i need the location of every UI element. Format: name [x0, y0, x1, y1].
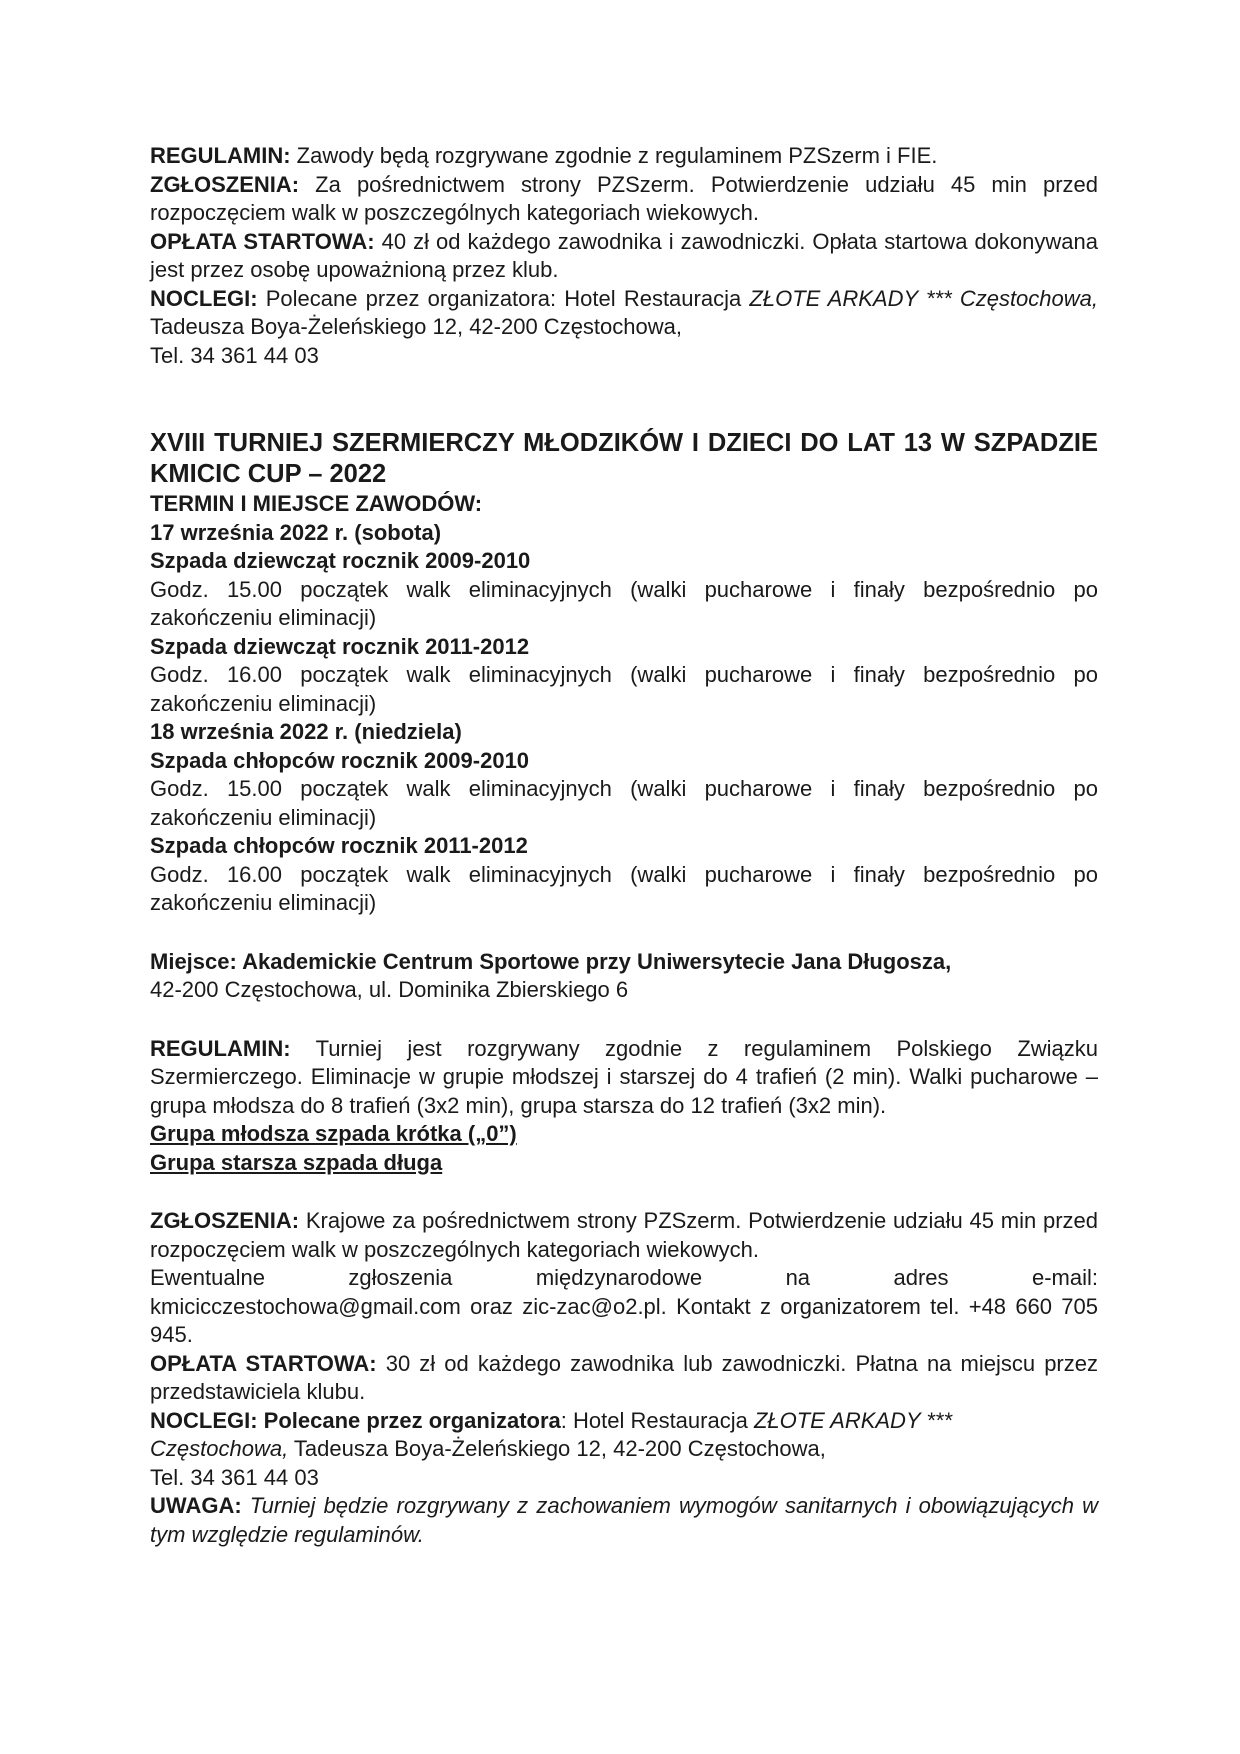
- noclegi-text: Polecane przez organizatora: Hotel Restauracja: [257, 285, 750, 311]
- noclegi-hotel: ZŁOTE ARKADY *** Częstochowa,: [749, 285, 1098, 311]
- lodging-label: NOCLEGI: Polecane przez organizatora: [150, 1407, 561, 1433]
- intl-word: międzynarodowe: [535, 1265, 703, 1290]
- rules-text: Turniej jest rozgrywany zgodnie z regulaminem Polskiego Związku Szermierczego. Eliminacje w grupie młodszej i starszej do 4 trafień (2 min). Walki pucharowe – grupa młodsza do 8 trafień (3x2 min), grupa starsza do 12 trafień (3x2 min).: [150, 1035, 1098, 1118]
- lodging-address: Tadeusza Boya-Żeleńskiego 12, 42-200 Częstochowa,: [288, 1436, 826, 1461]
- intl-word: Ewentualne: [150, 1265, 265, 1290]
- lodging-address-line: [150, 1435, 1098, 1464]
- regulamin-label: REGULAMIN:: [150, 143, 291, 168]
- document-page: [150, 142, 1098, 1549]
- notice-paragraph: [150, 1492, 1098, 1549]
- oplata-text: 40 zł od każdego zawodnika i zawodniczki. Opłata startowa dokonywana jest przez osobę upoważnioną przez klub.: [150, 228, 1098, 282]
- section-spacer: [150, 370, 1098, 428]
- category-2: Szpada dziewcząt rocznik 2011-2012: [150, 633, 530, 659]
- termin-label: TERMIN I MIEJSCE ZAWODÓW:: [150, 491, 483, 516]
- intl-word: adres: [893, 1265, 949, 1290]
- oplata-paragraph: [150, 228, 1098, 285]
- fee-text: 30 zł od każdego zawodnika lub zawodniczki. Płatna na miejscu przez przedstawiciela klubu.: [150, 1350, 1098, 1404]
- zgloszenia-label: ZGŁOSZENIA:: [150, 171, 300, 197]
- regulamin-paragraph: [150, 142, 1098, 171]
- fee-paragraph: [150, 1350, 1098, 1407]
- international-line: [150, 1264, 1098, 1293]
- day2-date: 18 września 2022 r. (niedziela): [150, 719, 462, 744]
- venue-address: 42-200 Częstochowa, ul. Dominika Zbierskiego 6: [150, 977, 629, 1002]
- international-contact: kmicicczestochowa@gmail.com oraz zic-zac@o2.pl. Kontakt z organizatorem tel. +48 660 705 945.: [150, 1293, 1098, 1347]
- category-2-time: Godz. 16.00 początek walk eliminacyjnych (walki pucharowe i finały bezpośrednio po zakończeniu eliminacji): [150, 662, 1098, 716]
- regulamin-text: Zawody będą rozgrywane zgodnie z regulaminem PZSzerm i FIE.: [290, 143, 938, 168]
- notice-text: Turniej będzie rozgrywany z zachowaniem wymogów sanitarnych i obowiązujących w tym względzie regulaminów.: [150, 1493, 1098, 1547]
- oplata-label: OPŁATA STARTOWA:: [150, 228, 375, 254]
- group-older: Grupa starsza szpada długa: [150, 1149, 443, 1175]
- lodging-hotel: ZŁOTE ARKADY ***: [753, 1407, 953, 1433]
- noclegi-tel: Tel. 34 361 44 03: [150, 342, 319, 368]
- category-1-time: Godz. 15.00 początek walk eliminacyjnych (walki pucharowe i finały bezpośrednio po zakończeniu eliminacji): [150, 576, 1098, 630]
- noclegi-label: NOCLEGI:: [150, 285, 258, 311]
- noclegi-address: Tadeusza Boya-Żeleńskiego 12, 42-200 Częstochowa,: [150, 314, 682, 339]
- registration-text: Krajowe za pośrednictwem strony PZSzerm. Potwierdzenie udziału 45 min przed rozpoczęciem walk w poszczególnych kategoriach wiekowych.: [150, 1208, 1098, 1262]
- category-4: Szpada chłopców rocznik 2011-2012: [150, 833, 528, 858]
- spacer: [150, 1005, 1098, 1035]
- category-1: Szpada dziewcząt rocznik 2009-2010: [150, 548, 531, 573]
- zgloszenia-paragraph: [150, 171, 1098, 228]
- intl-word: e-mail:: [1031, 1265, 1098, 1290]
- lodging-line: [150, 1407, 1098, 1436]
- spacer: [150, 1177, 1098, 1207]
- intl-word: zgłoszenia: [348, 1265, 453, 1290]
- spacer: [150, 918, 1098, 948]
- intl-word: na: [785, 1265, 811, 1290]
- rules-paragraph: [150, 1035, 1098, 1121]
- registration-paragraph: [150, 1207, 1098, 1264]
- category-3-time: Godz. 15.00 początek walk eliminacyjnych (walki pucharowe i finały bezpośrednio po zakończeniu eliminacji): [150, 776, 1098, 830]
- fee-label: OPŁATA STARTOWA:: [150, 1350, 377, 1376]
- lodging-city: Częstochowa,: [150, 1436, 289, 1461]
- notice-label: UWAGA:: [150, 1493, 242, 1518]
- category-3: Szpada chłopców rocznik 2009-2010: [150, 747, 530, 773]
- tournament-title: XVIII TURNIEJ SZERMIERCZY MŁODZIKÓW I DZIECI DO LAT 13 W SZPADZIE KMICIC CUP – 2022: [150, 429, 1098, 488]
- day1-date: 17 września 2022 r. (sobota): [150, 519, 442, 545]
- lodging-tel: Tel. 34 361 44 03: [150, 1464, 319, 1490]
- registration-label: ZGŁOSZENIA:: [150, 1208, 300, 1233]
- zgloszenia-text: Za pośrednictwem strony PZSzerm. Potwierdzenie udziału 45 min przed rozpoczęciem walk w poszczególnych kategoriach wiekowych.: [150, 171, 1098, 225]
- lodging-text: : Hotel Restauracja: [560, 1407, 754, 1433]
- group-younger: Grupa młodsza szpada krótka („0”): [150, 1121, 517, 1146]
- rules-label: REGULAMIN:: [150, 1035, 291, 1061]
- category-4-time: Godz. 16.00 początek walk eliminacyjnych (walki pucharowe i finały bezpośrednio po zakończeniu eliminacji): [150, 861, 1098, 915]
- venue: Miejsce: Akademickie Centrum Sportowe przy Uniwersytecie Jana Długosza,: [150, 948, 952, 974]
- noclegi-paragraph: [150, 285, 1098, 342]
